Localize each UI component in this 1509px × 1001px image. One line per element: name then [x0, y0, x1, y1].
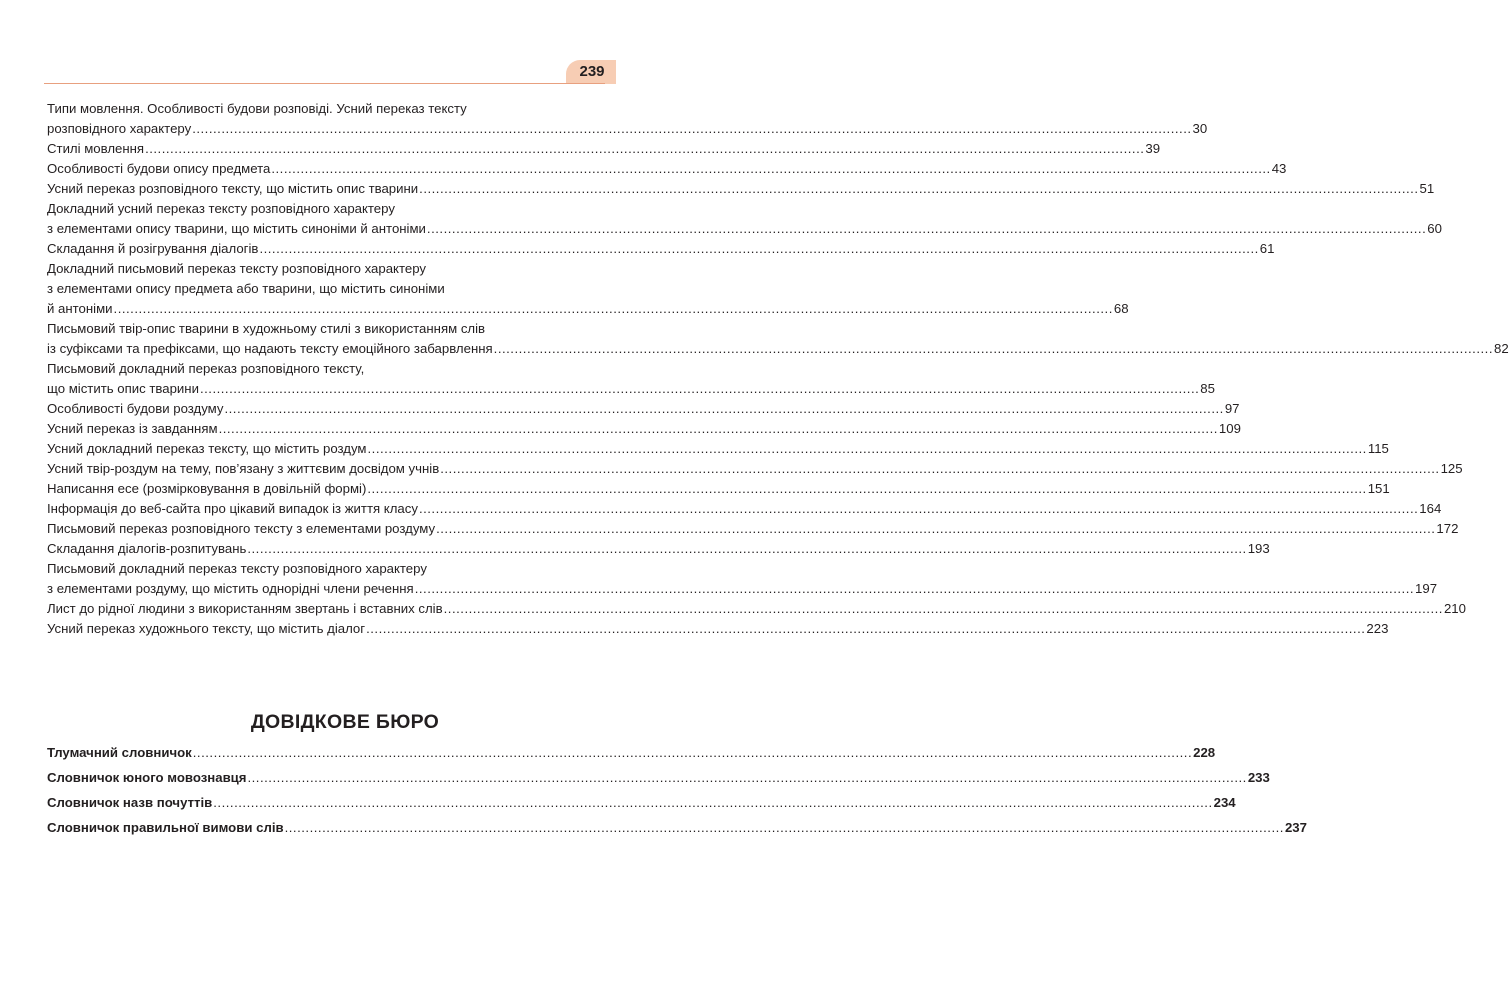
toc-entry-title: Письмовий докладний переказ тексту розповідного характеру — [47, 561, 427, 576]
toc-entry-title: Докладний письмовий переказ тексту розповідного характеру — [47, 261, 426, 276]
toc-entry — [47, 199, 1442, 239]
toc-entry-title: Усний переказ із завданням — [47, 421, 218, 436]
reference-entry-page: 237 — [1284, 820, 1307, 835]
toc-leader-dots — [224, 399, 1223, 419]
toc-entry — [47, 459, 1463, 479]
toc-entry-title: з елементами опису тварини, що містить синоніми й антоніми — [47, 221, 426, 236]
toc-entry-page: 210 — [1443, 601, 1466, 616]
toc-entry-title: Написання есе (розмірковування в довільній формі) — [47, 481, 367, 496]
reference-leader-dots — [285, 818, 1284, 838]
toc-entry-title: Письмовий твір-опис тварини в художньому стилі з використанням слів — [47, 321, 486, 336]
toc-entry-line — [47, 459, 1463, 479]
toc-entry — [47, 239, 1275, 259]
toc-leader-dots — [419, 179, 1418, 199]
toc-entry-title: Усний твір-роздум на тему, пов’язану з життєвим досвідом учнів — [47, 461, 440, 476]
reference-entry-line — [47, 743, 1216, 763]
toc-entry-page: 85 — [1200, 381, 1215, 396]
toc-entry — [47, 139, 1161, 159]
toc-entry-line — [47, 259, 609, 279]
reference-entry — [47, 818, 1307, 838]
toc-entry-line — [47, 519, 1459, 539]
reference-section-title: ДОВІДКОВЕ БЮРО — [250, 711, 440, 733]
reference-entry — [47, 768, 1270, 788]
toc-entry — [47, 319, 1509, 359]
toc-entry-line — [47, 599, 1466, 619]
toc-entry — [47, 259, 1129, 319]
toc-leader-dots — [219, 419, 1218, 439]
toc-entry-line — [47, 379, 1215, 399]
toc-entry — [47, 99, 1208, 139]
reference-leader-dots — [213, 793, 1212, 813]
toc-entry-page: 97 — [1224, 401, 1240, 416]
page-number: 239 — [579, 63, 605, 80]
toc-entry-title: що містить опис тварини — [47, 381, 199, 396]
toc-entry-title: Письмовий докладний переказ розповідного тексту, — [47, 361, 365, 376]
toc-entry-page: 164 — [1419, 501, 1442, 516]
toc-entry-line — [47, 339, 1509, 359]
toc-leader-dots — [440, 459, 1439, 479]
toc-entry-line — [47, 439, 1389, 459]
reference-entry-title: Тлумачний словничок — [47, 745, 192, 760]
toc-entry-page: 68 — [1113, 301, 1129, 316]
toc-leader-dots — [444, 599, 1443, 619]
reference-entry — [47, 793, 1236, 813]
reference-list — [47, 743, 1307, 843]
toc-entry — [47, 499, 1442, 519]
reference-entry-title: Словничок юного мовознавця — [47, 770, 247, 785]
toc-entry — [47, 159, 1287, 179]
toc-leader-dots — [366, 619, 1365, 639]
toc-entry-line — [47, 359, 609, 379]
toc-entry — [47, 539, 1270, 559]
toc-entry-page: 223 — [1366, 621, 1389, 636]
toc-entry-title: Усний переказ розповідного тексту, що містить опис тварини — [47, 181, 419, 196]
toc-entry-title: й антоніми — [47, 301, 113, 316]
toc-entry-title: із суфіксами та префіксами, що надають тексту емоційного забарвлення — [47, 341, 493, 356]
toc-entry-title: Усний переказ художнього тексту, що містить діалог — [47, 621, 366, 636]
toc-entry — [47, 519, 1459, 539]
toc-entry-line — [47, 479, 1390, 499]
toc-entry — [47, 479, 1390, 499]
toc-entry-title: з елементами роздуму, що містить однорідні члени речення — [47, 581, 414, 596]
toc-entry-title: Стилі мовлення — [47, 141, 145, 156]
toc-entry — [47, 599, 1466, 619]
toc-entry-title: Складання діалогів-розпитувань — [47, 541, 247, 556]
table-of-contents — [47, 99, 1509, 639]
toc-entry-line — [47, 219, 1442, 239]
toc-entry-line — [47, 239, 1275, 259]
toc-entry-page: 39 — [1145, 141, 1161, 156]
reference-entry-line — [47, 793, 1236, 813]
toc-entry — [47, 359, 1215, 399]
toc-entry-title: Інформація до веб-сайта про цікавий випадок із життя класу — [47, 501, 418, 516]
toc-entry-line — [47, 539, 1270, 559]
toc-entry-title: Складання й розігрування діалогів — [47, 241, 259, 256]
toc-entry-title: Типи мовлення. Особливості будови розповіді. Усний переказ тексту — [47, 101, 467, 116]
toc-entry-title: Особливості будови роздуму — [47, 401, 224, 416]
toc-entry-line — [47, 159, 1287, 179]
reference-entry-line — [47, 818, 1307, 838]
toc-leader-dots — [145, 139, 1144, 159]
header-rule — [44, 83, 605, 84]
toc-entry-line — [47, 199, 609, 219]
toc-entry-title: Усний докладний переказ тексту, що містить роздум — [47, 441, 367, 456]
toc-entry-title: розповідного характеру — [47, 121, 192, 136]
toc-leader-dots — [247, 539, 1246, 559]
toc-entry-line — [47, 419, 1241, 439]
reference-entry-page: 233 — [1247, 770, 1270, 785]
toc-entry-page: 115 — [1367, 441, 1389, 456]
toc-entry-page: 125 — [1440, 461, 1463, 476]
toc-leader-dots — [368, 439, 1367, 459]
reference-entry-title: Словничок назв почуттів — [47, 795, 213, 810]
reference-entry-page: 228 — [1193, 745, 1216, 760]
toc-entry-line — [47, 619, 1389, 639]
toc-entry-page: 193 — [1247, 541, 1270, 556]
toc-entry-line — [47, 579, 1438, 599]
toc-leader-dots — [114, 299, 1113, 319]
toc-leader-dots — [192, 119, 1191, 139]
reference-entry-line — [47, 768, 1270, 788]
toc-entry — [47, 419, 1241, 439]
toc-entry — [47, 399, 1240, 419]
toc-entry-page: 43 — [1271, 161, 1287, 176]
toc-entry-line — [47, 559, 609, 579]
toc-entry-line — [47, 399, 1240, 419]
toc-entry — [47, 179, 1435, 199]
reference-entry-title: Словничок правильної вимови слів — [47, 820, 284, 835]
reference-entry-page: 234 — [1213, 795, 1236, 810]
toc-leader-dots — [271, 159, 1270, 179]
toc-entry-line — [47, 279, 609, 299]
toc-entry — [47, 439, 1389, 459]
toc-leader-dots — [427, 219, 1426, 239]
toc-entry-title: Особливості будови опису предмета — [47, 161, 271, 176]
toc-entry-line — [47, 499, 1442, 519]
toc-entry-line — [47, 119, 1208, 139]
toc-entry-page: 61 — [1259, 241, 1275, 256]
toc-leader-dots — [367, 479, 1366, 499]
reference-leader-dots — [193, 743, 1192, 763]
toc-leader-dots — [259, 239, 1258, 259]
toc-entry-line — [47, 179, 1435, 199]
toc-entry-page: 151 — [1367, 481, 1390, 496]
toc-entry — [47, 559, 1438, 599]
toc-entry-page: 30 — [1192, 121, 1208, 136]
toc-entry-page: 197 — [1415, 581, 1438, 596]
toc-entry-line — [47, 99, 609, 119]
toc-entry — [47, 619, 1389, 639]
reference-entry — [47, 743, 1216, 763]
toc-entry-page: 82 — [1494, 341, 1509, 356]
toc-leader-dots — [200, 379, 1199, 399]
reference-leader-dots — [247, 768, 1246, 788]
toc-entry-line — [47, 299, 1129, 319]
toc-leader-dots — [419, 499, 1418, 519]
toc-entry-title: Письмовий переказ розповідного тексту з елементами роздуму — [47, 521, 436, 536]
toc-entry-title: з елементами опису предмета або тварини, що містить синоніми — [47, 281, 445, 296]
toc-entry-page: 109 — [1218, 421, 1241, 436]
toc-leader-dots — [494, 339, 1493, 359]
toc-entry-page: 60 — [1427, 221, 1442, 236]
toc-leader-dots — [415, 579, 1414, 599]
toc-entry-title: Докладний усний переказ тексту розповідного характеру — [47, 201, 395, 216]
toc-entry-title: Лист до рідної людини з використанням звертань і вставних слів — [47, 601, 443, 616]
toc-entry-line — [47, 319, 609, 339]
toc-entry-page: 172 — [1436, 521, 1459, 536]
toc-entry-line — [47, 139, 1161, 159]
toc-leader-dots — [436, 519, 1435, 539]
toc-entry-page: 51 — [1419, 181, 1435, 196]
